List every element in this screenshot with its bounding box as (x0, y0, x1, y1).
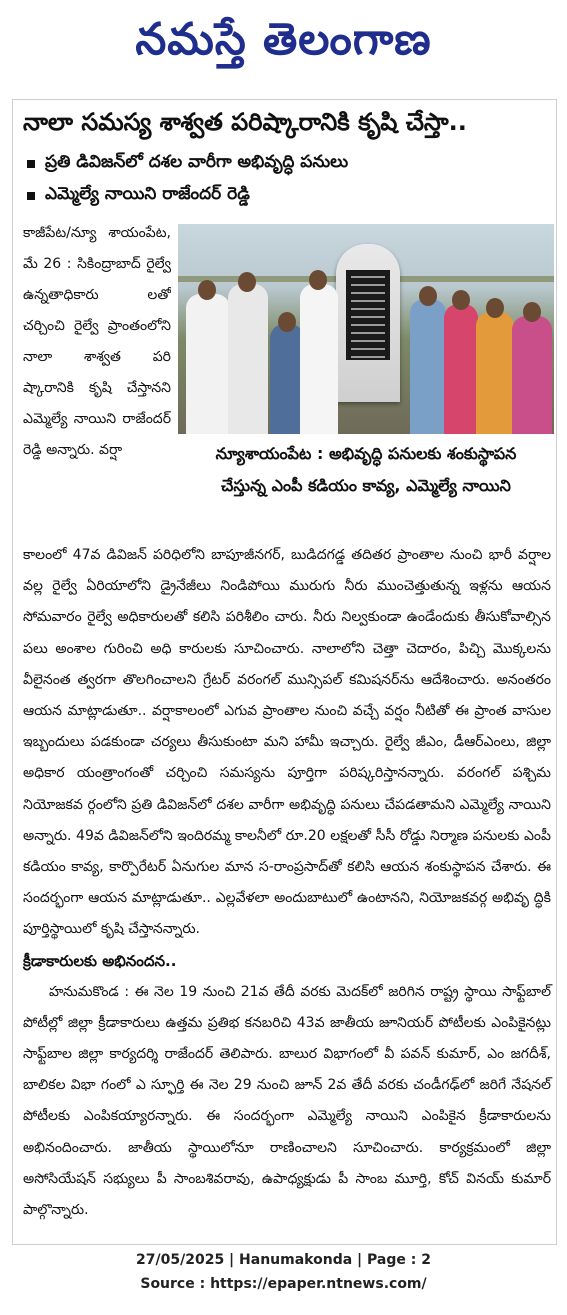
person-head (486, 298, 504, 318)
photo-caption-line-2: చేస్తున్న ఎంపీ కడియం కావ్య, ఎమ్మెల్యే నాయిని (221, 476, 511, 495)
footer-date-edition: 27/05/2025 | Hanumakonda | Page : 2 (136, 1252, 431, 1268)
section-heading: క్రీడాకారులకు అభినందన.. (23, 951, 177, 970)
body-paragraph-2: హనుమకొండ : ఈ నెల 19 నుంచి 21వ తేదీ వరకు మెదక్‌లో జరిగిన రాష్ట్ర స్థాయి సాఫ్ట్‌బాల్ పోటీల్లో జిల్లా క్రీడాకారులు ఉత్తమ ప్రతిభ కనబరిచి 43వ జాతీయ జూనియర్ పోటీలకు ఎంపికైనట్లు సాఫ్ట్‌బాల జిల్లా కార్యదర్శి రాజేందర్ తెలిపారు. బాలుర విభాగంలో వీ పవన్ కుమార్, ఎం జగదీశ్, బాలికల విభా గంలో ఎ స్ఫూర్తి ఈ నెల 29 నుంచి జూన్ 2వ తేదీ వరకు చండీగఢ్‌లో జరిగే నేషనల్ పోటీలకు ఎంపికయ్యారన్నారు. ఈ సందర్భంగా ఎమ్మెల్యే నాయిని ఎంపికైన క్రీడాకారులను అభినందించారు. జాతీయ స్థాయిలోనూ రాణించాలని సూచించారు. కార్యక్రమంలో జిల్లా అసోసియేషన్ సభ్యులు పీ సాంబశివరావు, ఉపాధ్యక్షుడు పీ సాంబ మూర్తి, కోచ్ వినయ్ కుమార్ పాల్గొన్నారు. (23, 983, 551, 1219)
lead-paragraph: కాజీపేట/న్యూ శాయంపేట, మే 26 : సికింద్రాబాద్ రైల్వే ఉన్నతాధికారు లతో చర్చించి రైల్వే ప్రాంతంలోని నాలా శాశ్వత పరి ష్కారానికి కృషి చేస్తానని ఎమ్మెల్యే నాయిని రాజేందర్ రెడ్డి అన్నారు. వర్షా (23, 225, 171, 458)
person-head (278, 312, 296, 332)
person-figure (186, 294, 230, 434)
square-bullet-icon (27, 192, 35, 200)
person-figure (512, 316, 552, 434)
square-bullet-icon (27, 160, 35, 168)
plaque-inscription (346, 270, 390, 360)
person-figure (444, 304, 478, 434)
person-head (309, 270, 327, 290)
masthead (0, 0, 567, 90)
photo-caption (178, 438, 554, 502)
person-head (523, 302, 541, 322)
subheading-1-text: ప్రతి డివిజన్‌లో దశల వారీగా అభివృద్ధి పనులు (45, 152, 349, 172)
body-paragraph-1: కాలంలో 47వ డివిజన్ పరిధిలోని బాపూజీనగర్, బుడిదగడ్డ తదితర ప్రాంతాల నుంచి భారీ వర్షాల వల్ల రైల్వే ఏరియాలోని డ్రైనేజీలు నిండిపోయి మురుగు నీరు ముంచెత్తుతున్న ఇళ్లను ఆయన సోమవారం రైల్వే అధికారులతో కలిసి పరిశీలిం చారు. నీరు నిల్వకుండా ఉండేందుకు తీసుకోవాల్సిన పలు అంశాల గురించి అధి కారులకు సూచించారు. నాలాలోని చెత్తా చెదారం, పిచ్చి మొక్కలను వీలైనంత త్వరగా తొలగించాలని గ్రేటర్ వరంగల్ మున్సిపల్ కమిషనర్‌ను ఆదేశించారు. అనంతరం ఆయన మాట్లాడుతూ.. వర్షాకాలంలో ఎగువ ప్రాంతాల నుంచి వచ్చే వర్షం నీటితో ఈ ప్రాంత వాసుల ఇబ్బందులు పడకుండా చర్యలు తీసుకుంటా మని హామీ ఇచ్చారు. రైల్వే జీఎం, డీఆర్ఎంలు, జిల్లా అధికార యంత్రాంగంతో చర్చించి సమస్యను పూర్తిగా పరిష్కరిస్తానన్నారు. వరంగల్ పశ్చిమ నియోజకవ ర్గంలోని ప్రతి డివిజన్‌లో దశల వారీగా అభివృద్ధి పనులు చేపడతామని ఎమ్మెల్యే నాయిని అన్నారు. 49వ డివిజన్‌లోని ఇందిరమ్మ కాలనీలో రూ.20 లక్షలతో సీసీ రోడ్డు నిర్మాణ పనులకు ఎంపీ కడియం కావ్య, కార్పొరేటర్ ఏనుగుల మాన స-రాంప్రసాద్‌తో కలిసి ఆయన శంకుస్థాపన చేశారు. ఈ సందర్భంగా ఆయన మాట్లాడుతూ.. ఎల్లవేళలా అందుబాటులో ఉంటానని, నియోజకవర్గ అభివృ ద్ధికి పూర్తిస్థాయిలో కృషి చేస్తానన్నారు. (23, 547, 551, 938)
person-figure (410, 299, 446, 434)
news-photo (178, 224, 554, 434)
subheading-2 (23, 184, 548, 208)
subheading-2-text: ఎమ్మెల్యే నాయిని రాజేందర్ రెడ్డి (45, 184, 250, 204)
foundation-plaque (336, 244, 400, 402)
person-head (452, 290, 470, 310)
article-clipping (12, 99, 557, 1245)
person-figure (476, 312, 514, 434)
footer-source: Source : https://epaper.ntnews.com/ (140, 1276, 427, 1292)
person-head (419, 286, 437, 306)
person-head (238, 272, 256, 292)
person-figure (270, 324, 304, 434)
person-head (198, 280, 216, 300)
person-figure (300, 284, 338, 434)
newspaper-logo: నమస్తే తెలంగాణ (135, 14, 432, 65)
person-figure (228, 284, 268, 434)
article-body (23, 540, 551, 1226)
article-headline: నాలా సమస్య శాశ్వత పరిష్కారానికి కృషి చేస్తా.. (23, 108, 467, 136)
photo-caption-line-1: న్యూశాయంపేట : అభివృద్ధి పనులకు శంకుస్థాపన (215, 444, 517, 463)
subheading-1 (23, 152, 548, 176)
